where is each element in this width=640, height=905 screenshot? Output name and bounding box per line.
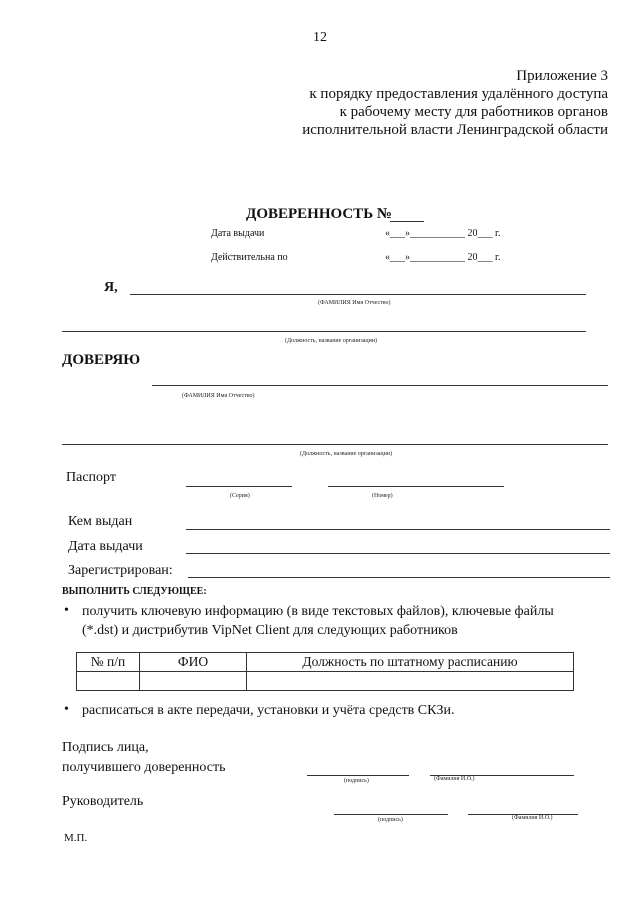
table-header-row	[77, 653, 574, 672]
principal-name-caption: (ФАМИЛИЯ Имя Отчество)	[318, 300, 391, 306]
passport-series-caption: (Серия)	[230, 493, 250, 499]
passport-label: Паспорт	[66, 470, 116, 485]
trustee-name-line	[152, 385, 608, 386]
page-number: 12	[313, 30, 327, 45]
issued-by-line	[186, 529, 610, 530]
passport-date-line	[186, 553, 610, 554]
workers-table	[76, 652, 574, 691]
head-name-caption: (Фамилия И.О.)	[512, 815, 553, 821]
seal-label: М.П.	[64, 832, 88, 844]
table-header-number: № п/п	[77, 653, 140, 672]
bullet-icon: •	[64, 603, 69, 618]
trustee-position-line	[62, 444, 608, 445]
table-header-position: Должность по штатному расписанию	[247, 653, 574, 672]
principal-prefix: Я,	[104, 280, 118, 295]
passport-number-caption: (Номер)	[372, 493, 393, 499]
issued-by-label: Кем выдан	[68, 514, 133, 529]
actions-heading: ВЫПОЛНИТЬ СЛЕДУЮЩЕЕ:	[62, 586, 207, 597]
appendix-line-3: к рабочему месту для работников органов	[339, 104, 608, 120]
passport-number-line	[328, 486, 504, 487]
table-cell[interactable]	[247, 672, 574, 691]
valid-until-label: Действительна по	[211, 252, 288, 263]
principal-position-caption: (Должность, название организации)	[285, 338, 377, 344]
recipient-signature-label-2: получившего доверенность	[62, 760, 226, 775]
title-number-line	[390, 221, 424, 222]
table-header-fio: ФИО	[140, 653, 247, 672]
registered-label: Зарегистрирован:	[68, 563, 173, 578]
bullet-icon: •	[64, 702, 69, 717]
action-item-1-line-1: получить ключевую информацию (в виде текстовых файлов), ключевые файлы	[82, 604, 554, 619]
recipient-signature-caption: (подпись)	[344, 778, 369, 784]
appendix-line-1: Приложение 3	[516, 68, 608, 84]
recipient-signature-label-1: Подпись лица,	[62, 740, 149, 755]
principal-position-line	[62, 331, 586, 332]
recipient-signature-line	[307, 775, 409, 776]
principal-name-line	[130, 294, 586, 295]
appendix-line-2: к порядку предоставления удалённого доступа	[309, 86, 608, 102]
passport-date-label: Дата выдачи	[68, 539, 143, 554]
registered-line	[188, 577, 610, 578]
valid-until-template: «___»___________ 20___ г.	[385, 252, 501, 263]
trustee-position-caption: (Должность, название организации)	[300, 451, 392, 457]
table-cell[interactable]	[77, 672, 140, 691]
document-title: ДОВЕРЕННОСТЬ №	[246, 206, 392, 222]
issue-date-template: «___»___________ 20___ г.	[385, 228, 501, 239]
issue-date-label: Дата выдачи	[211, 228, 265, 239]
action-item-2: расписаться в акте передачи, установки и учёта средств СКЗи.	[82, 703, 455, 718]
trustee-name-caption: (ФАМИЛИЯ Имя Отчество)	[182, 393, 255, 399]
head-signature-caption: (подпись)	[378, 817, 403, 823]
table-cell[interactable]	[140, 672, 247, 691]
appendix-line-4: исполнительной власти Ленинградской области	[302, 122, 608, 138]
trust-heading: ДОВЕРЯЮ	[62, 352, 141, 368]
action-item-1-line-2: (*.dst) и дистрибутив VipNet Client для следующих работников	[82, 623, 458, 638]
head-label: Руководитель	[62, 794, 144, 809]
table-row	[77, 672, 574, 691]
head-signature-line	[334, 814, 448, 815]
passport-series-line	[186, 486, 292, 487]
recipient-name-caption: (Фамилия И.О.)	[434, 776, 475, 782]
